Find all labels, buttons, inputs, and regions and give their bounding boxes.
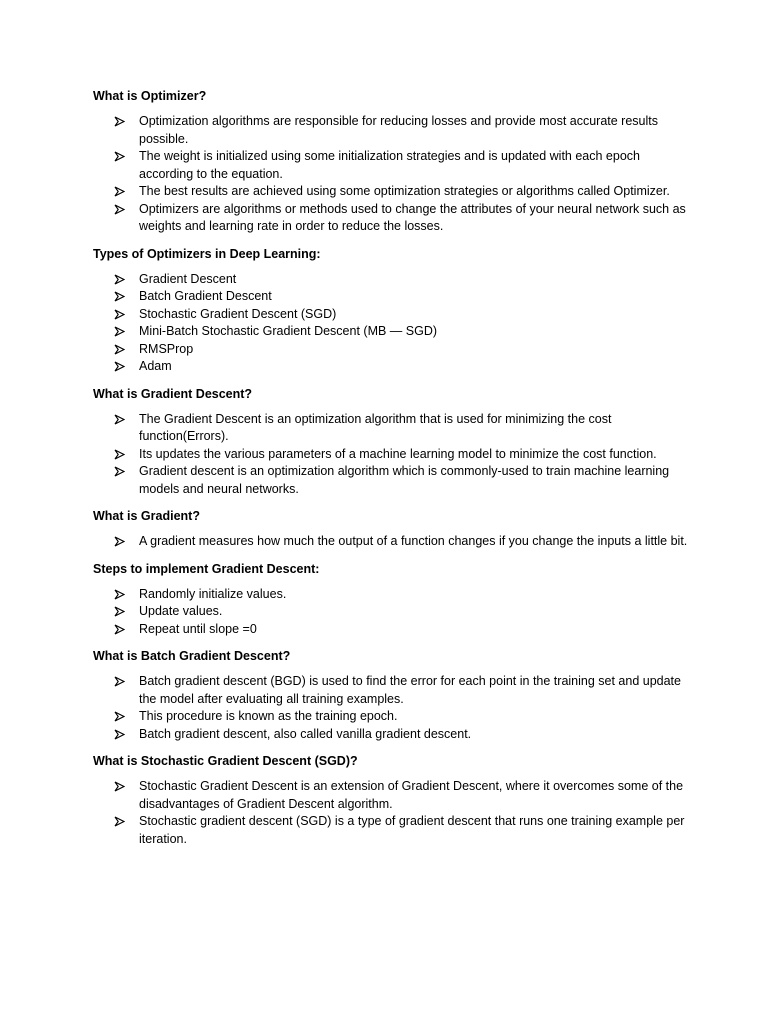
list-item-text: Gradient Descent [139,271,237,286]
arrowhead-bullet-icon [114,533,128,551]
bullet-list [93,271,688,376]
arrowhead-bullet-icon [114,271,128,289]
list-item-text: Stochastic Gradient Descent (SGD) [139,306,337,321]
arrowhead-bullet-icon [114,813,128,831]
list-item-text: Optimizers are algorithms or methods used to change the attributes of your neural network such as weights and learning rate in order to reduce the losses. [139,201,686,233]
list-item [93,341,688,359]
section-heading: What is Optimizer? [93,89,207,103]
list-item [93,306,688,324]
list-item [93,586,688,604]
list-item-text: The weight is initialized using some initialization strategies and is updated with each epoch according to the equation. [139,149,640,181]
arrowhead-bullet-icon [114,446,128,464]
arrowhead-bullet-icon [114,358,128,376]
arrowhead-bullet-icon [114,148,128,166]
section-heading: What is Batch Gradient Descent? [93,649,291,663]
list-item [93,358,688,376]
arrowhead-bullet-icon [114,201,128,219]
arrowhead-bullet-icon [114,183,128,201]
list-item-text: Optimization algorithms are responsible for reducing losses and provide most accurate results possible. [139,114,658,146]
list-item-text: The Gradient Descent is an optimization algorithm that is used for minimizing the cost function(Errors). [139,411,612,443]
list-item-text: Adam [139,359,172,373]
arrowhead-bullet-icon [114,673,128,691]
arrowhead-bullet-icon [114,708,128,726]
section [93,88,688,236]
list-item [93,813,688,848]
arrowhead-bullet-icon [114,463,128,481]
list-item [93,271,688,289]
bullet-list [93,113,688,236]
bullet-list [93,411,688,499]
section [93,648,688,743]
list-item-text: RMSProp [139,341,194,356]
list-item [93,113,688,148]
list-item-text: Its updates the various parameters of a machine learning model to minimize the cost function. [139,446,657,461]
section [93,561,688,639]
arrowhead-bullet-icon [114,306,128,324]
list-item [93,708,688,726]
section [93,753,688,848]
list-item-text: Randomly initialize values. [139,586,287,601]
list-item [93,446,688,464]
section-heading: Types of Optimizers in Deep Learning: [93,246,321,261]
list-item [93,621,688,639]
list-item-text: Update values. [139,604,223,618]
list-item [93,323,688,341]
list-item [93,603,688,621]
section-heading: Steps to implement Gradient Descent: [93,561,320,576]
list-item-text: Batch gradient descent, also called vanilla gradient descent. [139,726,472,741]
list-item-text: Batch Gradient Descent [139,289,272,303]
section [93,386,688,499]
list-item [93,201,688,236]
section [93,508,688,551]
arrowhead-bullet-icon [114,726,128,744]
list-item [93,463,688,498]
arrowhead-bullet-icon [114,778,128,796]
bullet-list [93,586,688,639]
bullet-list [93,533,688,551]
arrowhead-bullet-icon [114,621,128,639]
section-heading: What is Gradient? [93,509,200,523]
list-item [93,673,688,708]
list-item [93,778,688,813]
list-item [93,411,688,446]
list-item-text: Batch gradient descent (BGD) is used to find the error for each point in the training set and update the model after evaluating all training examples. [139,674,681,706]
bullet-list [93,778,688,848]
arrowhead-bullet-icon [114,603,128,621]
arrowhead-bullet-icon [114,288,128,306]
arrowhead-bullet-icon [114,411,128,429]
section-heading: What is Stochastic Gradient Descent (SGD)? [93,754,358,768]
list-item [93,726,688,744]
list-item-text: Mini-Batch Stochastic Gradient Descent (MB — SGD) [139,324,438,338]
arrowhead-bullet-icon [114,586,128,604]
list-item-text: Stochastic Gradient Descent is an extension of Gradient Descent, where it overcomes some of the disadvantages of Gradient Descent algorithm. [139,779,684,811]
list-item [93,533,688,551]
list-item-text: The best results are achieved using some optimization strategies or algorithms called Optimizer. [139,184,670,198]
list-item-text: Stochastic gradient descent (SGD) is a type of gradient descent that runs one training example per iteration. [139,814,685,846]
list-item [93,183,688,201]
bullet-list [93,673,688,743]
arrowhead-bullet-icon [114,341,128,359]
list-item-text: A gradient measures how much the output of a function changes if you change the inputs a little bit. [139,534,688,548]
arrowhead-bullet-icon [114,323,128,341]
list-item-text: Gradient descent is an optimization algorithm which is commonly-used to train machine learning models and neural networks. [139,464,670,496]
list-item [93,288,688,306]
section [93,246,688,376]
arrowhead-bullet-icon [114,113,128,131]
list-item [93,148,688,183]
list-item-text: This procedure is known as the training epoch. [139,709,398,723]
list-item-text: Repeat until slope =0 [139,621,257,636]
section-heading: What is Gradient Descent? [93,386,253,401]
